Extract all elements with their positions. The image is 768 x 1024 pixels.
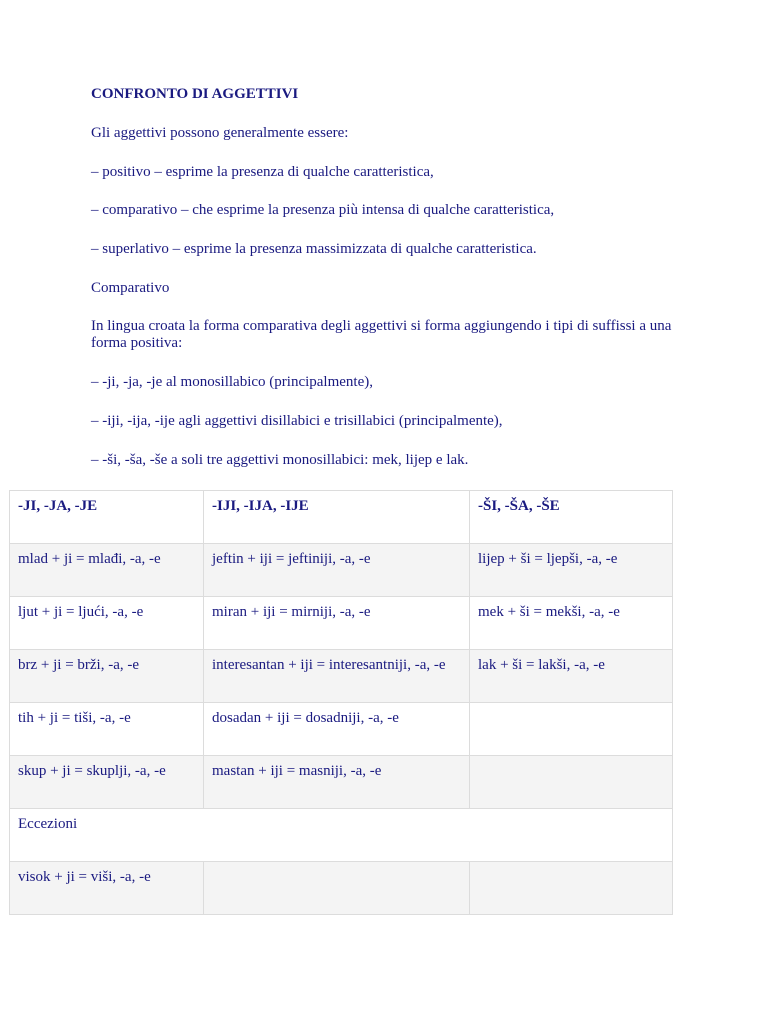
degree-comparative: – comparativo – che esprime la presenza più intensa di qualche caratteristica, [91,202,555,218]
table-cell: brz + ji = brži, -a, -e [10,650,204,703]
degree-positive: – positivo – esprime la presenza di qualche caratteristica, [91,164,434,180]
table-row [10,650,673,703]
section-heading: Comparativo [91,280,170,296]
table-cell [470,756,673,809]
table-cell [204,862,470,915]
table-cell: ljut + ji = ljući, -a, -e [10,597,204,650]
table-cell: visok + ji = viši, -a, -e [10,862,204,915]
table-cell: tih + ji = tiši, -a, -e [10,703,204,756]
suffix-rule-ji: – -ji, -ja, -je al monosillabico (principalmente), [91,374,373,390]
comparative-table [9,490,673,915]
table-cell: mek + ši = mekši, -a, -e [470,597,673,650]
header-cell-ji: -JI, -JA, -JE [10,491,204,544]
table-row [10,597,673,650]
table-header-row [10,491,673,544]
intro-paragraph: Gli aggettivi possono generalmente essere: [91,125,349,141]
table-cell: interesantan + iji = interesantniji, -a, -e [204,650,470,703]
table-cell [470,862,673,915]
suffix-rule-iji: – -iji, -ija, -ije agli aggettivi disillabici e trisillabici (principalmente), [91,413,503,429]
header-cell-si: -ŠI, -ŠA, -ŠE [470,491,673,544]
table-cell: mastan + iji = masniji, -a, -e [204,756,470,809]
table-row [10,756,673,809]
table-cell: skup + ji = skuplji, -a, -e [10,756,204,809]
exceptions-row [10,809,673,862]
table-cell: lak + ši = lakši, -a, -e [470,650,673,703]
table-row [10,544,673,597]
table-cell: jeftin + iji = jeftiniji, -a, -e [204,544,470,597]
suffix-rule-si: – -ši, -ša, -še a soli tre aggettivi monosillabici: mek, lijep e lak. [91,452,469,468]
table-cell: mlad + ji = mlađi, -a, -e [10,544,204,597]
table-cell: dosadan + iji = dosadniji, -a, -e [204,703,470,756]
document-title: CONFRONTO DI AGGETTIVI [91,86,299,102]
exceptions-label: Eccezioni [10,809,673,862]
table-cell [470,703,673,756]
table-cell: lijep + ši = ljepši, -a, -e [470,544,673,597]
section-intro: In lingua croata la forma comparativa degli aggettivi si forma aggiungendo i tipi di suffissi a una forma positiva: [91,318,672,351]
table-row [10,862,673,915]
table-row [10,703,673,756]
degree-superlative: – superlativo – esprime la presenza massimizzata di qualche caratteristica. [91,241,537,257]
table-cell: miran + iji = mirniji, -a, -e [204,597,470,650]
header-cell-iji: -IJI, -IJA, -IJE [204,491,470,544]
